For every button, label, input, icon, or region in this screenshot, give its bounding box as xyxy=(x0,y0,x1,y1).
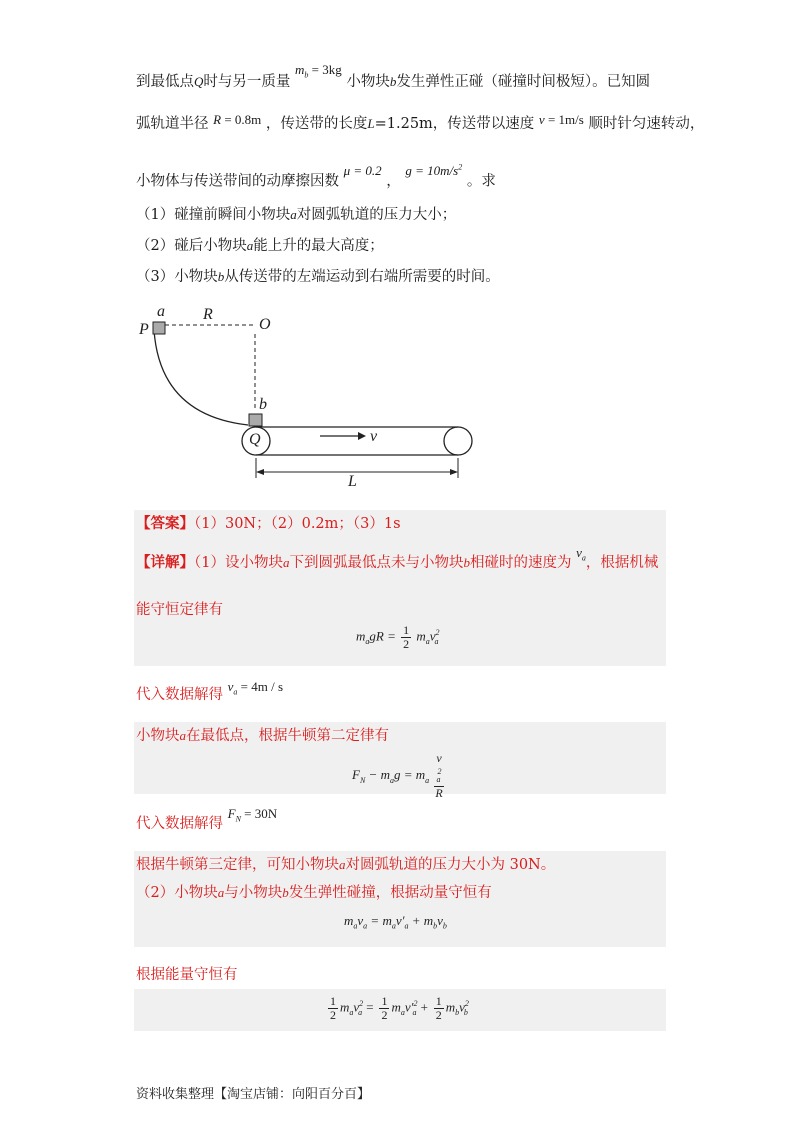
label-b: b xyxy=(259,396,267,413)
arrow-head xyxy=(358,432,366,440)
problem-line-2: 弧轨道半径 R = 0.8m ，传送带的长度L=1.25m，传送带以速度 v = 1m/s 顺时针匀速转动， xyxy=(136,112,705,132)
solution-line-4: 小物块a在最低点，根据牛顿第二定律有 xyxy=(136,728,389,744)
equation-momentum: $m_av_a = m_av'_a + m_bv_b$ xyxy=(344,913,447,931)
right-roller xyxy=(444,427,472,455)
dim-arrow-right xyxy=(450,469,458,475)
label-P: P xyxy=(139,321,149,338)
question-2: （2）碰后小物块a能上升的最大高度； xyxy=(136,238,384,254)
solution-line-3: 代入数据解得 $v_a = 4m / s$ xyxy=(136,679,284,703)
solution-line-1: 【详解】（1）设小物块a下到圆弧最低点未与小物块b相碰时的速度为 $v_a$，根据机械 xyxy=(136,545,659,571)
solution-line-2: 能守恒定律有 xyxy=(136,602,223,618)
answer-line: 【答案】（1）30N；（2）0.2m；（3）1s xyxy=(136,515,401,532)
solution-line-8: 根据能量守恒有 xyxy=(136,967,238,983)
label-v: v xyxy=(370,428,378,445)
conveyor-diagram xyxy=(130,300,490,500)
equation-newton: $F_N - m_ag = m_a$ v $^2_a$ R xyxy=(352,751,443,801)
problem-line-3: 小物体与传送带间的动摩擦因数 μ = 0.2 ， $g = 10m/s^2$ 。求 xyxy=(136,163,496,190)
label-L: L xyxy=(348,473,357,490)
block-a xyxy=(153,322,165,334)
page-footer: 资料收集整理【淘宝店铺：向阳百分百】 xyxy=(136,1087,371,1102)
label-R: R xyxy=(203,306,213,323)
block-b xyxy=(249,414,262,426)
dim-arrow-left xyxy=(256,469,264,475)
arc-track xyxy=(154,330,248,425)
solution-line-5: 代入数据解得 $F_N = 30N$ xyxy=(136,806,278,832)
problem-line-1: 到最低点Q时与另一质量 $m_b = 3kg$ 小物块b发生弹性正碰（碰撞时间极短）。已知圆 xyxy=(136,62,651,90)
solution-line-6: 根据牛顿第三定律，可知小物块a对圆弧轨道的压力大小为 30N。 xyxy=(136,857,556,873)
label-a: a xyxy=(157,303,165,320)
equation-energy-conservation: $\frac{1}{2}$ $m_av^2_a$ = $\frac{1}{2}$ $m_av'^2_a$ + $\frac{1}{2}$ $m_bv^2_b$ xyxy=(330,994,469,1022)
solution-line-7: （2）小物块a与小物块b发生弹性碰撞，根据动量守恒有 xyxy=(136,885,492,901)
label-O: O xyxy=(259,316,271,333)
question-3: （3）小物块b从传送带的左端运动到右端所需要的时间。 xyxy=(136,269,500,285)
question-1: （1）碰撞前瞬间小物块a对圆弧轨道的压力大小； xyxy=(136,207,457,223)
equation-energy: $m_agR$ = $\frac{1}{2}$ $m_av^2_a$ xyxy=(356,623,440,651)
label-Q: Q xyxy=(249,431,261,448)
